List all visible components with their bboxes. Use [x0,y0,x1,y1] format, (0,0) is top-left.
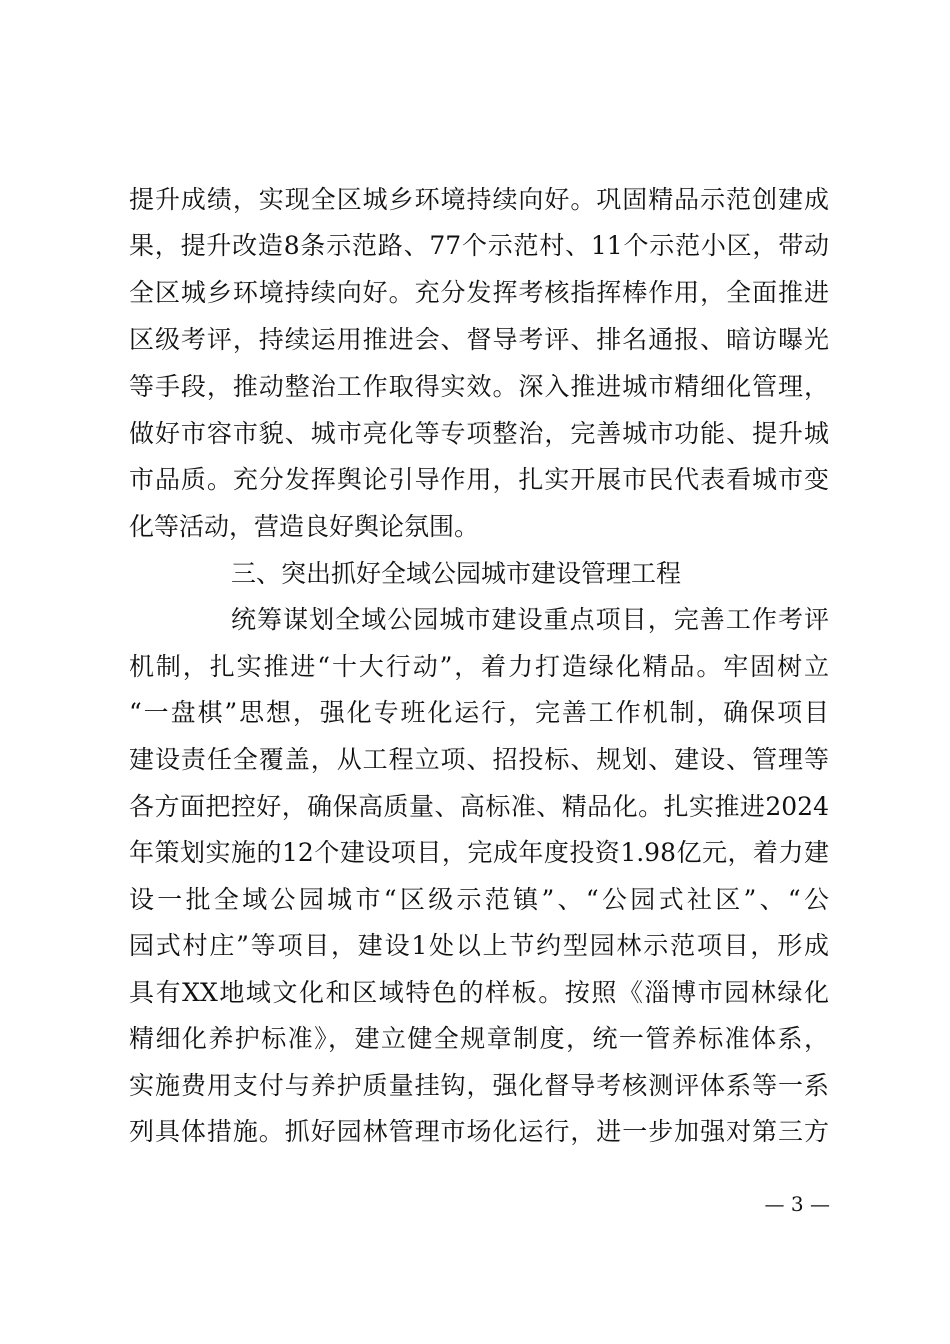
paragraph-1-line-6: 做好市容市貌、城市亮化等专项整治，完善城市功能、提升城 [129,419,829,448]
paragraph-2-line-4: 建设责任全覆盖，从工程立项、招投标、规划、建设、管理等 [129,745,829,774]
paragraph-1-line-2: 果，提升改造8条示范路、77个示范村、11个示范小区，带动 [129,231,829,260]
paragraph-2-line-8: 园式村庄”等项目，建设1处以上节约型园林示范项目，形成 [129,931,829,960]
paragraph-2-line-3: “一盘棋”思想，强化专班化运行，完善工作机制，确保项目 [129,698,829,727]
paragraph-1-line-8: 化等活动，营造良好舆论氛围。 [129,512,480,541]
paragraph-1-line-7: 市品质。充分发挥舆论引导作用，扎实开展市民代表看城市变 [129,465,829,494]
paragraph-2-line-1: 统筹谋划全域公园城市建设重点项目，完善工作考评 [231,605,829,634]
paragraph-2-line-10: 精细化养护标准》，建立健全规章制度，统一管养标准体系， [129,1024,829,1053]
paragraph-2-line-2: 机制，扎实推进“十大行动”，着力打造绿化精品。牢固树立 [129,652,829,681]
paragraph-1-line-3: 全区城乡环境持续向好。充分发挥考核指挥棒作用，全面推进 [129,278,829,307]
section-heading: 三、突出抓好全域公园城市建设管理工程 [231,559,682,588]
paragraph-2-line-9: 具有XX地域文化和区域特色的样板。按照《淄博市园林绿化 [129,978,829,1007]
paragraph-2-line-7: 设一批全域公园城市“区级示范镇”、“公园式社区”、“公 [129,885,829,914]
page-number: — 3 — [764,1192,830,1216]
paragraph-2-line-12: 列具体措施。抓好园林管理市场化运行，进一步加强对第三方 [129,1117,829,1146]
paragraph-1-line-1: 提升成绩，实现全区城乡环境持续向好。巩固精品示范创建成 [129,185,829,214]
paragraph-1-line-4: 区级考评，持续运用推进会、督导考评、排名通报、暗访曝光 [129,325,829,354]
paragraph-2-line-6: 年策划实施的12个建设项目，完成年度投资1.98亿元，着力建 [129,838,829,867]
paragraph-1-line-5: 等手段，推动整治工作取得实效。深入推进城市精细化管理， [129,372,829,401]
paragraph-2-line-5: 各方面把控好，确保高质量、高标准、精品化。扎实推进2024 [129,792,829,821]
paragraph-2-line-11: 实施费用支付与养护质量挂钩，强化督导考核测评体系等一系 [129,1071,829,1100]
